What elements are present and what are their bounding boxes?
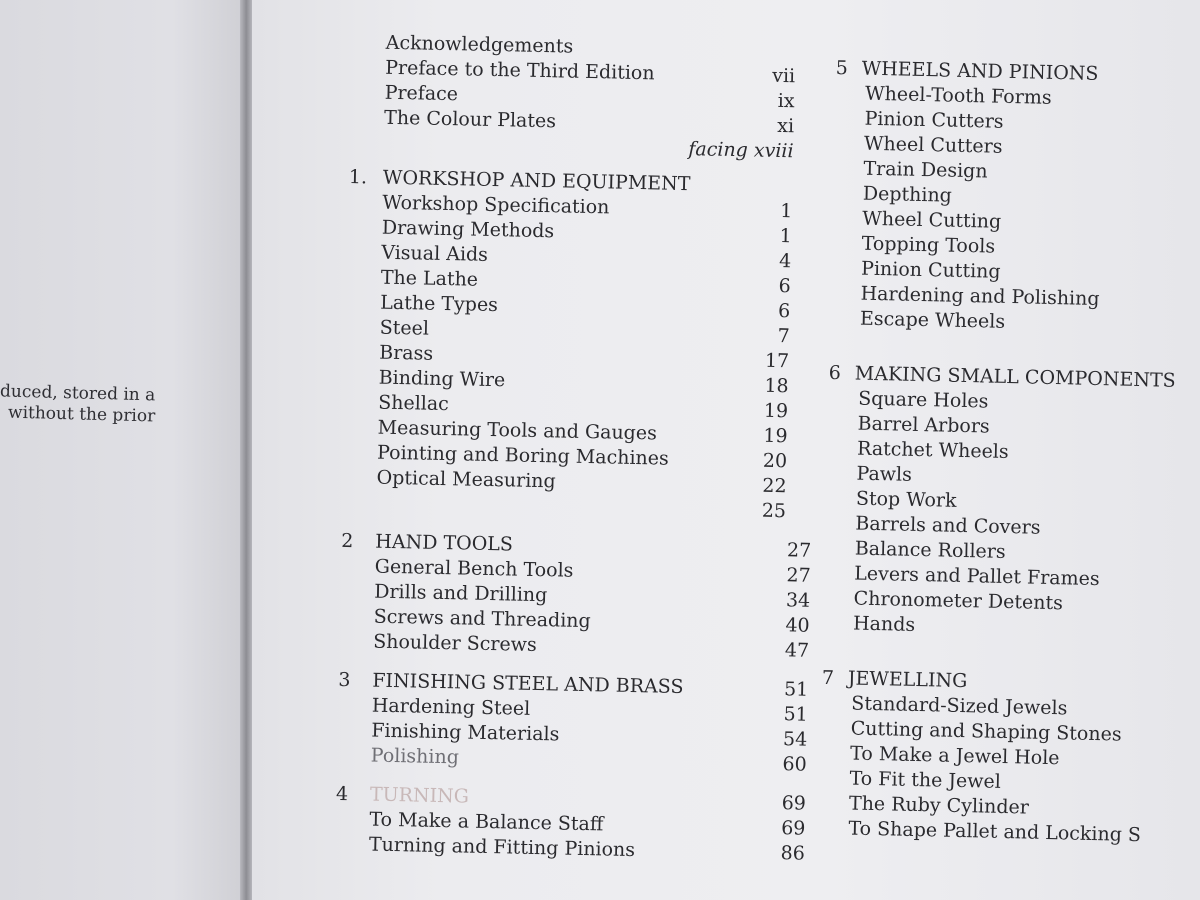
chapter-number: 1. <box>348 165 368 189</box>
chapter-number: 3 <box>338 668 351 692</box>
entry-title: Preface to the Third Edition <box>384 56 655 85</box>
entry-title: Chronometer Detents <box>853 587 1064 615</box>
entry-title: Hands <box>852 612 916 636</box>
entry-page: 40 <box>785 614 810 637</box>
entry-title: Pawls <box>856 462 913 486</box>
entry-page: 19 <box>763 399 789 423</box>
entry-title: WORKSHOP AND EQUIPMENT <box>382 166 691 196</box>
entry-title: Workshop Specification <box>382 191 610 219</box>
entry-page: 27 <box>786 539 812 562</box>
chapter-number: 4 <box>335 782 349 806</box>
entry-page: 6 <box>778 274 791 298</box>
copyright-fragment <box>0 381 200 427</box>
entry-title: Brass <box>379 341 434 365</box>
entry-page: facing xviii <box>688 138 794 163</box>
entry-title: Wheel Cutting <box>862 207 1002 233</box>
entry-page: 20 <box>762 449 788 473</box>
entry-title: The Ruby Cylinder <box>848 792 1030 819</box>
entry-title: To Make a Balance Staff <box>369 808 604 836</box>
entry-title: Hardening Steel <box>371 694 531 720</box>
entry-title: The Lathe <box>380 266 479 291</box>
entry-title: Polishing <box>370 744 460 769</box>
entry-title: HAND TOOLS <box>375 530 514 556</box>
entry-title: Acknowledgements <box>385 31 574 58</box>
entry-title: FINISHING STEEL AND BRASS <box>372 669 684 699</box>
entry-title: Pointing and Boring Machines <box>376 441 669 470</box>
entry-page: 22 <box>762 474 787 498</box>
entry-title: Standard-Sized Jewels <box>851 692 1068 720</box>
entry-page: 69 <box>781 792 807 815</box>
entry-title: Turning and Fitting Pinions <box>368 833 636 862</box>
entry-title: To Make a Jewel Hole <box>849 742 1060 770</box>
entry-page: 25 <box>761 499 787 523</box>
toc-left-column <box>335 30 842 867</box>
entry-title: Pinion Cutting <box>860 257 1001 283</box>
chapter-number: 6 <box>828 361 842 385</box>
entry-page: 51 <box>783 678 809 701</box>
entry-title: MAKING SMALL COMPONENTS <box>854 362 1176 392</box>
entry-page: 47 <box>784 639 810 662</box>
entry-title: Square Holes <box>857 387 989 413</box>
entry-title: Binding Wire <box>378 366 506 392</box>
entry-title: To Shape Pallet and Locking S <box>848 817 1142 847</box>
entry-page: 6 <box>777 299 791 323</box>
entry-title: Measuring Tools and Gauges <box>377 416 658 445</box>
entry-page: vii <box>772 64 796 88</box>
entry-page: 17 <box>764 349 790 373</box>
entry-title: Optical Measuring <box>376 466 556 493</box>
entry-page: 18 <box>764 374 789 398</box>
entry-title: General Bench Tools <box>374 555 574 582</box>
entry-title: Cutting and Shaping Stones <box>850 717 1122 746</box>
entry-title: Wheel-Tooth Forms <box>864 82 1052 109</box>
entry-title: Depthing <box>862 182 953 207</box>
entry-title: Shellac <box>377 391 450 416</box>
entry-title: Shoulder Screws <box>372 630 537 657</box>
entry-page: 1 <box>779 225 793 248</box>
entry-title: Hardening and Polishing <box>860 282 1100 311</box>
entry-page: ix <box>777 89 795 113</box>
copyright-line-1: duced, stored in a <box>0 381 156 406</box>
entry-title: Steel <box>379 316 430 340</box>
entry-page: 51 <box>783 703 808 726</box>
entry-page: xi <box>777 114 795 138</box>
toc-right-column <box>818 56 1200 849</box>
entry-title: Train Design <box>863 157 988 183</box>
entry-page: 60 <box>782 753 807 776</box>
entry-page: 7 <box>777 324 790 348</box>
entry-title: Finishing Materials <box>371 719 560 746</box>
entry-title: Topping Tools <box>861 232 996 258</box>
entry-title: The Colour Plates <box>383 106 557 133</box>
entry-title: Preface <box>384 81 459 106</box>
copyright-line-2: without the prior <box>7 402 156 427</box>
entry-page: 86 <box>780 842 806 865</box>
entry-page: 69 <box>780 817 806 840</box>
entry-page: 1 <box>779 200 793 223</box>
entry-title: WHEELS AND PINIONS <box>861 57 1099 85</box>
entry-title: Wheel Cutters <box>863 132 1003 158</box>
left-page <box>0 0 246 900</box>
entry-title: Pinion Cutters <box>864 107 1004 133</box>
entry-title: Balance Rollers <box>854 537 1006 563</box>
entry-title: Levers and Pallet Frames <box>854 562 1100 591</box>
entry-title: Visual Aids <box>381 241 489 266</box>
chapter-number: 2 <box>341 529 354 553</box>
entry-title: Escape Wheels <box>859 307 1006 333</box>
entry-title: Screws and Threading <box>373 605 591 633</box>
entry-title: To Fit the Jewel <box>849 767 1002 793</box>
entry-page: 4 <box>778 249 792 273</box>
entry-page: 27 <box>786 564 811 587</box>
entry-title: Drawing Methods <box>381 216 555 243</box>
entry-title: Barrel Arbors <box>857 412 990 438</box>
entry-page: 54 <box>782 728 808 751</box>
entry-title: Barrels and Covers <box>855 512 1041 539</box>
entry-title: Ratchet Wheels <box>856 437 1009 464</box>
entry-title: JEWELLING <box>847 667 968 693</box>
entry-title: Stop Work <box>855 487 957 512</box>
entry-title: Drills and Drilling <box>374 580 548 607</box>
entry-title: TURNING <box>369 783 470 808</box>
chapter-number: 5 <box>835 56 849 80</box>
chapter-number: 7 <box>821 666 835 690</box>
entry-title: Lathe Types <box>380 291 499 317</box>
entry-page: 34 <box>785 589 811 612</box>
entry-page: 19 <box>763 424 788 448</box>
